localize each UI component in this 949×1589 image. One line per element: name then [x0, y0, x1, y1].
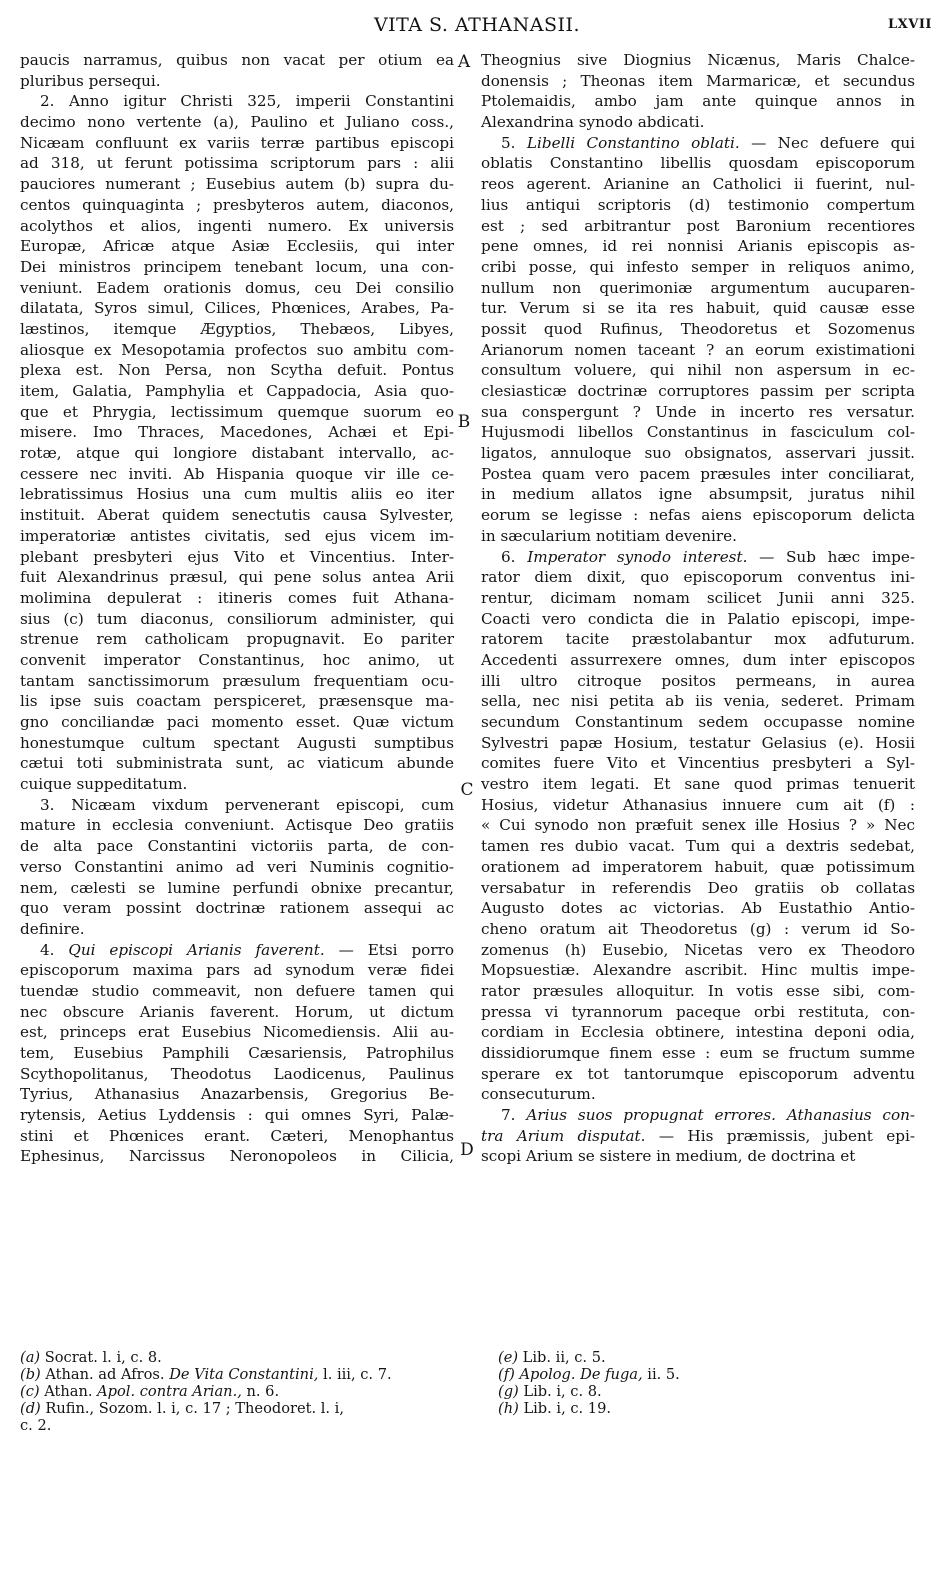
text-line: plexa est. Non Persa, non Scytha defuit. Pontus — [20, 361, 454, 380]
text-line: scopi Arium se sistere in medium, de doctrina et — [481, 1147, 856, 1166]
text-line: stini et Phœnices erant. Cæteri, Menophantus — [20, 1126, 454, 1145]
text-line: secundum Constantinum sedem occupasse nomine — [481, 713, 915, 731]
text-line: ligatos, annuloque suo obsignatos, asservari jussit. — [481, 444, 915, 463]
text-line: zomenus (h) Eusebio, Nicetas vero ex Theodoro — [481, 940, 915, 959]
text-line: acolythos et alios, ingenti numero. Ex universis — [20, 216, 454, 235]
text-line: cheno oratum ait Theodoretus (g) : verum id So- — [481, 919, 915, 938]
page-header — [22, 14, 932, 44]
text-line: pauciores numerant ; Eusebius autem (b) supra du- — [20, 175, 454, 194]
footnote-d: (d) Rufin., Sozom. l. i, c. 17 ; Theodoret. l. i, — [20, 1400, 344, 1417]
text-line: pressa vi tyrannorum paceque orbi restituta, con- — [481, 1002, 915, 1021]
footnote-e: (e) Lib. ii, c. 5. — [498, 1349, 606, 1366]
text-line: tamen res dubio vacat. Tum qui a dextris sedebat, — [481, 837, 915, 856]
text-line: Postea quam vero pacem præsules inter conciliarat, — [481, 464, 915, 483]
text-line: sperare ex tot tantorumque episcoporum adventu — [481, 1064, 915, 1083]
text-line: sius (c) tum diaconus, consiliorum administer, qui — [20, 609, 454, 628]
text-line: centos quinquaginta ; presbyteros autem, diaconos, — [20, 195, 454, 214]
footnote-g: (g) Lib. i, c. 8. — [498, 1383, 602, 1400]
text-line: Theognius sive Diognius Nicænus, Maris Chalce- — [481, 51, 915, 69]
text-line: decimo nono vertente (a), Paulino et Juliano coss., — [20, 113, 454, 132]
text-line: lius antiqui scriptoris (d) testimonio compertum — [481, 195, 915, 214]
text-line: rator diem dixit, quo episcoporum conventus ini- — [481, 568, 915, 587]
text-line: dilatata, Syros simul, Cilices, Phœnices, Arabes, Pa- — [20, 299, 454, 318]
running-title: VITA S. ATHANASII. — [373, 14, 581, 36]
text-line: convenit imperator Constantinus, hoc animo, ut — [20, 650, 454, 669]
text-line: illi ultro citroque positos permeans, in aurea — [481, 671, 915, 690]
text-line: que et Phrygia, lectissimum quemque suorum eo — [20, 402, 454, 421]
right-text-column — [481, 50, 915, 1167]
text-line: Accedenti assurrexere omnes, dum inter episcopos — [481, 650, 915, 669]
text-line: Arianorum nomen taceant ? an eorum existimationi — [481, 340, 915, 359]
text-line: tuendæ studio commeavit, non defuere tamen qui — [20, 981, 454, 1000]
footnotes-left — [20, 1349, 454, 1434]
text-line: nem, cælesti se lumine perfundi obnixe precantur, — [20, 878, 454, 897]
text-line: mature in ecclesia conveniunt. Actisque Deo gratiis — [20, 816, 454, 835]
text-line: cribi posse, qui infesto semper in reliquos animo, — [481, 257, 915, 276]
text-line: rentur, dicimam nomam scilicet Junii anni 325. — [481, 588, 915, 607]
text-line: læstinos, itemque Ægyptios, Thebæos, Libyes, — [20, 319, 454, 338]
text-line: verso Constantini animo ad veri Numinis cognitio- — [20, 857, 454, 876]
text-line: plebant presbyteri ejus Vito et Vincentius. Inter- — [20, 547, 454, 566]
text-line: molimina depulerat : itineris comes fuit Athana- — [20, 588, 454, 607]
text-line: 7. Arius suos propugnat errores. Athanasius con- — [501, 1106, 915, 1125]
page-number: LXVII — [888, 17, 932, 32]
text-line: gno conciliandæ paci momento esset. Quæ victum — [20, 713, 454, 731]
text-line: possit quod Rufinus, Theodoretus et Sozomenus — [481, 319, 915, 338]
text-line: 6. Imperator synodo interest. — Sub hæc impe- — [501, 547, 915, 566]
text-line: ad 318, ut ferunt potissima scriptorum pars : alii — [20, 154, 454, 173]
text-line: pene omnes, id rei nonnisi Arianis episcopis as- — [481, 237, 915, 256]
text-line: fuit Alexandrinus præsul, qui pene solus antea Arii — [20, 568, 454, 587]
text-line: est ; sed arbitrantur post Baronium recentiores — [481, 216, 915, 235]
text-line: imperatoriæ antistes civitatis, sed ejus vicem im- — [20, 526, 454, 545]
text-line: cessere nec inviti. Ab Hispania quoque vir ille ce- — [20, 464, 454, 483]
text-line: episcoporum maxima pars ad synodum veræ fidei — [20, 961, 454, 980]
text-line: clesiasticæ doctrinæ corruptores passim per scripta — [481, 382, 915, 400]
text-line: in sæcularium notitiam devenire. — [481, 526, 737, 545]
footnote-h: (h) Lib. i, c. 19. — [498, 1400, 612, 1417]
text-line: reos agerent. Arianine an Catholici ii fuerint, nul- — [481, 175, 915, 194]
text-line: dissidiorumque finem esse : eum se fructum summe — [481, 1044, 915, 1062]
margin-letter-c: C — [460, 780, 474, 800]
margin-letter-b: B — [457, 412, 471, 432]
text-line: Coacti vero condicta die in Palatio episcopi, impe- — [481, 609, 915, 628]
footnote-b: (b) Athan. ad Afros. De Vita Constantini, l. iii, c. 7. — [20, 1366, 392, 1383]
text-line: Sylvestri papæ Hosium, testatur Gelasius (e). Hosii — [481, 733, 915, 752]
text-line: Alexandrina synodo abdicati. — [481, 113, 705, 132]
text-line: sella, nec nisi petita ab iis venia, sederet. Primam — [481, 692, 915, 711]
text-line: aliosque ex Mesopotamia profectos suo ambitu com- — [20, 340, 454, 359]
text-line: donensis ; Theonas item Marmaricæ, et secundus — [481, 71, 915, 90]
text-line: rator præsules alloquitur. In votis esse sibi, com- — [481, 981, 915, 1000]
footnotes-right — [498, 1349, 918, 1417]
text-line: versabatur in referendis Deo gratiis ob collatas — [481, 878, 915, 897]
text-line: lis ipse suis coactam perspiceret, præsensque ma- — [20, 692, 454, 711]
text-line: Dei ministros principem tenebant locum, una con- — [20, 257, 454, 276]
text-line: eorum se legisse : nefas aiens episcoporum delicta — [481, 506, 915, 525]
footnote-a: (a) Socrat. l. i, c. 8. — [20, 1349, 162, 1366]
text-line: est, princeps erat Eusebius Nicomediensis. Alii au- — [20, 1023, 454, 1042]
footnote-c: (c) Athan. Apol. contra Arian., n. 6. — [20, 1383, 280, 1400]
text-line: Mopsuestiæ. Alexandre ascribit. Hinc multis impe- — [481, 961, 915, 980]
footnote-f: (f) Apolog. De fuga, ii. 5. — [498, 1366, 680, 1383]
text-line: honestumque cultum spectant Augusti sumptibus — [20, 733, 454, 752]
text-line: quo veram possint doctrinæ rationem assequi ac — [20, 899, 454, 918]
text-line: Europæ, Africæ atque Asiæ Ecclesiis, qui inter — [20, 237, 454, 256]
text-line: 5. Libelli Constantino oblati. — Nec defuere qui — [501, 133, 915, 152]
text-line: tra Arium disputat. — His præmissis, jubent epi- — [481, 1126, 915, 1145]
text-line: consultum voluere, qui nihil non aspersum in ec- — [481, 361, 915, 380]
text-line: consecuturum. — [481, 1085, 596, 1104]
text-line: oblatis Constantino libellis quosdam episcoporum — [481, 154, 915, 173]
text-line: Tyrius, Athanasius Anazarbensis, Gregorius Be- — [20, 1085, 454, 1104]
text-line: tur. Verum si se ita res habuit, quid causæ esse — [481, 299, 915, 318]
text-line: item, Galatia, Pamphylia et Cappadocia, Asia quo- — [20, 382, 454, 400]
text-line: rotæ, atque qui longiore distabant intervallo, ac- — [20, 444, 454, 463]
text-line: vestro item legati. Et sane quod primas tenuerit — [481, 775, 915, 794]
text-line: pluribus persequi. — [20, 71, 161, 90]
text-line: comites fuere Vito et Vincentius presbyteri a Syl- — [481, 754, 915, 773]
text-line: orationem ad imperatorem habuit, quæ potissimum — [481, 857, 915, 876]
text-line: 3. Nicæam vixdum pervenerant episcopi, cum — [40, 795, 454, 814]
text-line: Ephesinus, Narcissus Neronopoleos in Cilicia, — [20, 1147, 454, 1166]
text-line: cuique suppeditatum. — [20, 775, 188, 794]
text-line: « Cui synodo non præfuit senex ille Hosius ? » Nec — [481, 816, 915, 835]
text-line: ratorem tacite præstolabantur mox adfuturum. — [481, 630, 915, 649]
text-line: misere. Imo Thraces, Macedones, Achæi et Epi- — [20, 423, 454, 442]
margin-letter-d: D — [460, 1140, 474, 1160]
text-line: Ptolemaidis, ambo jam ante quinque annos in — [481, 92, 915, 111]
text-line: strenue rem catholicam propugnavit. Eo pariter — [20, 630, 454, 649]
text-line: Nicæam confluunt ex variis terræ partibus episcopi — [20, 133, 454, 152]
text-line: 4. Qui episcopi Arianis faverent. — Etsi porro — [40, 940, 454, 959]
text-line: Augusto dotes ac victorias. Ab Eustathio Antio- — [481, 899, 915, 918]
text-line: de alta pace Constantini victoriis parta, de con- — [20, 837, 454, 856]
left-text-column — [20, 50, 454, 1167]
text-line: instituit. Aberat quidem senectutis causa Sylvester, — [20, 506, 454, 525]
text-line: in medium allatos igne absumpsit, juratus nihil — [481, 485, 915, 504]
text-line: tantam sanctissimorum præsulum frequentiam ocu- — [20, 671, 454, 690]
text-line: cætui toti subministrata sunt, ac viaticum abunde — [20, 754, 454, 773]
text-line: nec obscure Arianis faverent. Horum, ut dictum — [20, 1002, 454, 1021]
text-line: tem, Eusebius Pamphili Cæsariensis, Patrophilus — [20, 1044, 454, 1062]
text-line: nullum non querimoniæ argumentum aucuparen- — [481, 278, 915, 297]
text-line: definire. — [20, 919, 85, 938]
text-line: rytensis, Aetius Lyddensis : qui omnes Syri, Palæ- — [20, 1106, 454, 1125]
text-line: cordiam in Ecclesia obtinere, intestina deponi odia, — [481, 1023, 915, 1042]
text-line: Scythopolitanus, Theodotus Laodicenus, Paulinus — [20, 1064, 454, 1083]
text-line: Hujusmodi libellos Constantinus in fasciculum col- — [481, 423, 915, 442]
text-line: lebratissimus Hosius una cum multis aliis eo iter — [20, 485, 454, 504]
text-line: veniunt. Eadem orationis domus, ceu Dei consilio — [20, 278, 454, 297]
text-line: sua conspergunt ? Unde in incerto res versatur. — [481, 402, 915, 421]
footnote-d-continued: c. 2. — [20, 1417, 52, 1434]
margin-letter-a: A — [457, 52, 471, 72]
text-line: Hosius, videtur Athanasius innuere cum ait (f) : — [481, 795, 915, 814]
text-line: 2. Anno igitur Christi 325, imperii Constantini — [40, 92, 454, 111]
text-line: paucis narramus, quibus non vacat per otium ea — [20, 51, 454, 69]
